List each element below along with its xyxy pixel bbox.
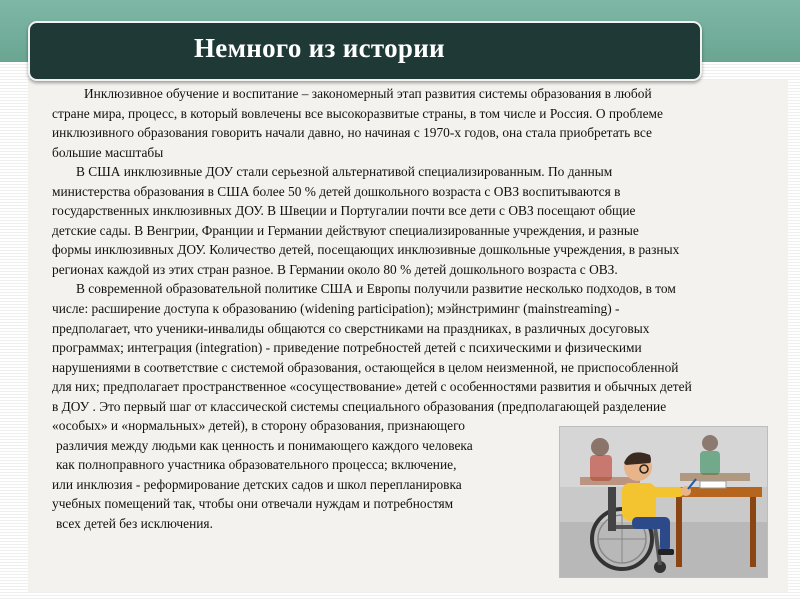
text-line: детские сады. В Венгрии, Франции и Германии действуют специализированные учреждения, и разные [52, 222, 639, 238]
text-line: регионах каждой из этих стран разное. В Германии около 80 % детей дошкольного возраста с ОВЗ. [52, 261, 618, 277]
text-line: всех детей без исключения. [56, 516, 213, 532]
text-line: для них; предполагает пространственное «сосуществование» детей с особенностями развития и обычных детей [52, 379, 692, 395]
text-line: программах; интеграция (integration) - приведение потребностей детей с психическими и физическими [52, 340, 642, 356]
text-line: Инклюзивное обучение и воспитание – закономерный этап развития системы образования в любой [84, 86, 652, 101]
slide-title: Немного из истории [194, 33, 445, 63]
text-line: различия между людьми как ценность и понимающего каждого человека [56, 437, 473, 453]
text-line: В современной образовательной политике США и Европы получили развитие несколько подходов, в том [76, 281, 676, 297]
text-line: министерства образования в США более 50 % детей дошкольного возраста с ОВЗ воспитываются в [52, 183, 621, 199]
text-line: учебных помещений так, чтобы они отвечали нуждам и потребностям [52, 496, 454, 512]
text-line: предполагает, что ученики-инвалиды общаются со сверстниками на праздниках, в различных досуговых [52, 320, 650, 336]
text-line: в ДОУ . Это первый шаг от классической системы специального образования (предполагающей разделение [52, 398, 667, 414]
title-bar [28, 21, 702, 81]
text-line: как полноправного участника образовательного процесса; включение, [56, 457, 457, 473]
text-line: «особых» и «нормальных» детей), в сторону образования, признающего [52, 418, 465, 434]
text-line: стране мира, процесс, в который вовлечены все высокоразвитые страны, в том числе и Россия. О проблеме [52, 105, 663, 121]
text-line: государственных инклюзивных ДОУ. В Швеции и Португалии почти все дети с ОВЗ посещают общие [52, 203, 636, 219]
text-line: или инклюзия - реформирование детских садов и школ перепланировка [52, 476, 462, 492]
text-line: нарушениями в соответствие с системой образования, остающейся в целом неизменной, не приспособленной [52, 359, 679, 375]
text-line: В США инклюзивные ДОУ стали серьезной альтернативой специализированным. По данным [76, 164, 613, 180]
classroom-scene-icon [560, 427, 767, 577]
text-line: большие масштабы [52, 144, 164, 160]
text-line: числе: расширение доступа к образованию (widening participation); мэйнстриминг (mainstreaming) - [52, 301, 620, 317]
text-line: инклюзивного образования говорить начали давно, но начиная с 1970-х годов, она стала приобретать все [52, 125, 652, 141]
wheelchair-student-illustration [559, 426, 768, 578]
text-line: формы инклюзивных ДОУ. Количество детей, посещающих инклюзивные дошкольные учреждения, в разных [52, 242, 680, 258]
